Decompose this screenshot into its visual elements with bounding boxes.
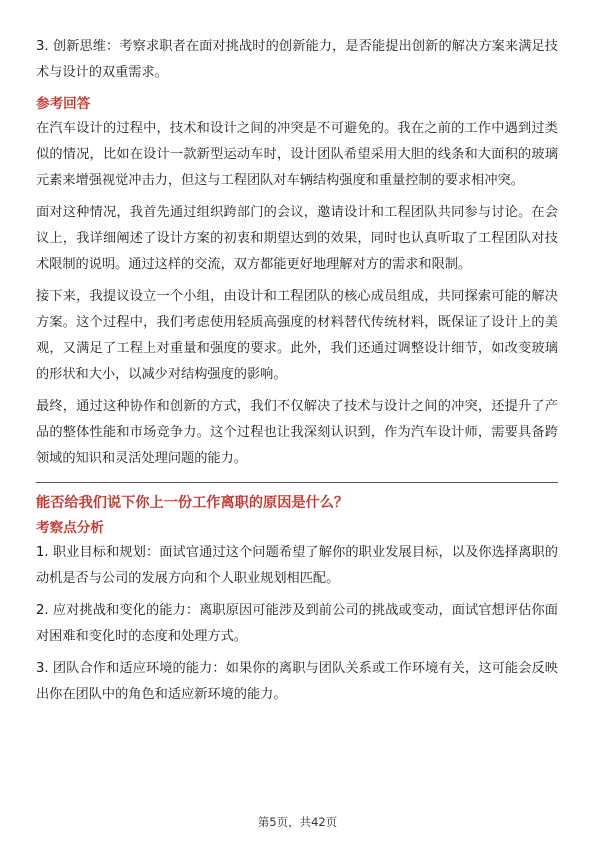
analysis-point-2: 2. 应对挑战和变化的能力：离职原因可能涉及到前公司的挑战或变动，面试官想评估你面对困难和变化时的态度和处理方式。 (36, 603, 558, 644)
answer-paragraph-2: 面对这种情况，我首先通过组织跨部门的会议，邀请设计和工程团队共同参与讨论。在会议上，我详细阐述了设计方案的初衷和期望达到的效果，同时也认真听取了工程团队对技术限制的说明。通过这样的交流，双方都能更好地理解对方的需求和限制。 (36, 205, 558, 272)
analysis-point-3b: 3. 团队合作和适应环境的能力：如果你的离职与团队关系或工作环境有关，这可能会反映出你在团队中的角色和适应新环境的能力。 (36, 661, 558, 702)
answer-paragraph-4: 最终，通过这种协作和创新的方式，我们不仅解决了技术与设计之间的冲突，还提升了产品的整体性能和市场竞争力。这个过程也让我深刻认识到，作为汽车设计师，需要具备跨领域的知识和灵活处理问题的能力。 (36, 399, 558, 466)
reference-answer-heading: 参考回答 (36, 96, 91, 112)
section-divider (36, 482, 558, 483)
answer-paragraph-3: 接下来，我提议设立一个小组，由设计和工程团队的核心成员组成，共同探索可能的解决方案。这个过程中，我们考虑使用轻质高强度的材料替代传统材料，既保证了设计上的美观，又满足了工程上对重量和强度的要求。此外，我们还通过调整设计细节，如改变玻璃的形状和大小，以减少对结构强度的影响。 (36, 289, 558, 382)
answer-paragraph-1: 在汽车设计的过程中，技术和设计之间的冲突是不可避免的。我在之前的工作中遇到过类似的情况，比如在设计一款新型运动车时，设计团队希望采用大胆的线条和大面积的玻璃元素来增强视觉冲击力，但这与工程团队对车辆结构强度和重量控制的要求相冲突。 (36, 121, 558, 188)
question-title: 能否给我们说下你上一份工作离职的原因是什么？ (36, 495, 349, 511)
analysis-heading: 考察点分析 (36, 520, 104, 536)
analysis-point-1: 1. 职业目标和规划：面试官通过这个问题希望了解你的职业发展目标，以及你选择离职的动机是否与公司的发展方向和个人职业规划相匹配。 (36, 545, 558, 586)
analysis-point-3: 3. 创新思维：考察求职者在面对挑战时的创新能力，是否能提出创新的解决方案来满足技术与设计的双重需求。 (36, 39, 558, 80)
page-number: 第5页，共42页 (257, 815, 338, 829)
page-content (36, 34, 558, 714)
